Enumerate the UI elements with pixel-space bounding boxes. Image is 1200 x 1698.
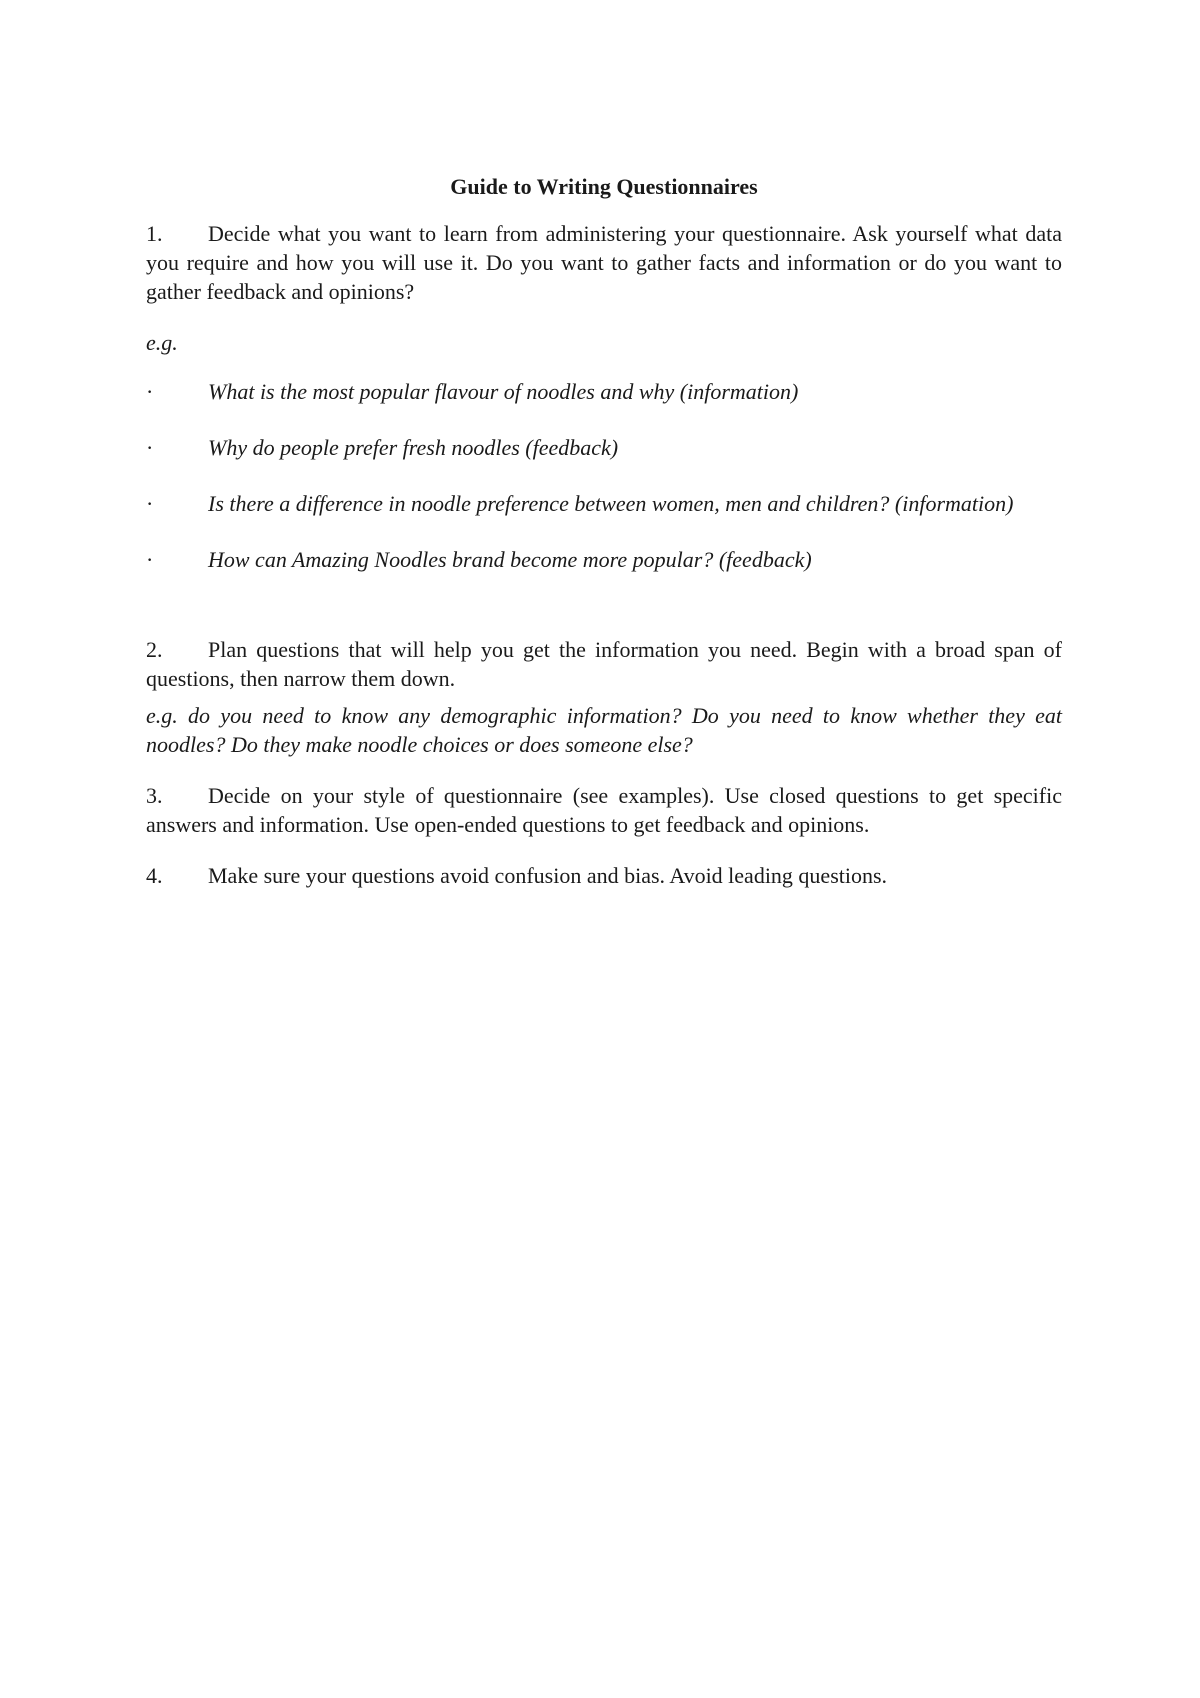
example-3-text: Is there a difference in noodle preference between women, men and children? (information) — [208, 491, 1014, 516]
spacer — [146, 601, 1062, 635]
document-body — [146, 172, 1062, 912]
step-1 — [146, 219, 1062, 306]
step-3 — [146, 781, 1062, 839]
example-bullet-4 — [146, 545, 1062, 574]
step-4 — [146, 861, 1062, 890]
step-2 — [146, 635, 1062, 759]
step-1-paragraph — [146, 219, 1062, 306]
example-1-text: What is the most popular flavour of noodles and why (information) — [208, 379, 799, 404]
step-2-example: e.g. do you need to know any demographic information? Do you need to know whether they eat noodles? Do they make noodle choices or does someone else? — [146, 703, 1062, 757]
step-4-paragraph — [146, 861, 1062, 890]
bullet-3-symbol: · — [146, 491, 154, 516]
step-1-text: Decide what you want to learn from administering your questionnaire. Ask yourself what data you require and how you will use it. Do you want to gather facts and information or do you want to gather feedback and opinions? — [146, 221, 1062, 304]
step-1-number: 1. — [146, 221, 163, 246]
bullet-1-symbol: · — [146, 379, 154, 404]
step-2-text: Plan questions that will help you get the information you need. Begin with a broad span of questions, then narrow them down. — [146, 637, 1062, 691]
example-2-text: Why do people prefer fresh noodles (feedback) — [208, 435, 619, 460]
example-4-text: How can Amazing Noodles brand become more popular? (feedback) — [208, 547, 812, 572]
example-label: e.g. — [146, 330, 178, 355]
step-4-text: Make sure your questions avoid confusion and bias. Avoid leading questions. — [208, 863, 888, 888]
step-3-text: Decide on your style of questionnaire (see examples). Use closed questions to get specific answers and information. Use open-ended questions to get feedback and opinions. — [146, 783, 1062, 837]
step-4-number: 4. — [146, 863, 163, 888]
step-2-number: 2. — [146, 637, 163, 662]
bullet-4-symbol: · — [146, 547, 154, 572]
step-3-number: 3. — [146, 783, 163, 808]
example-bullet-3 — [146, 489, 1062, 518]
document-title: Guide to Writing Questionnaires — [450, 174, 758, 199]
step-2-paragraph — [146, 635, 1062, 693]
example-bullet-1 — [146, 377, 1062, 406]
example-bullet-2 — [146, 433, 1062, 462]
step-3-paragraph — [146, 781, 1062, 839]
bullet-2-symbol: · — [146, 435, 154, 460]
